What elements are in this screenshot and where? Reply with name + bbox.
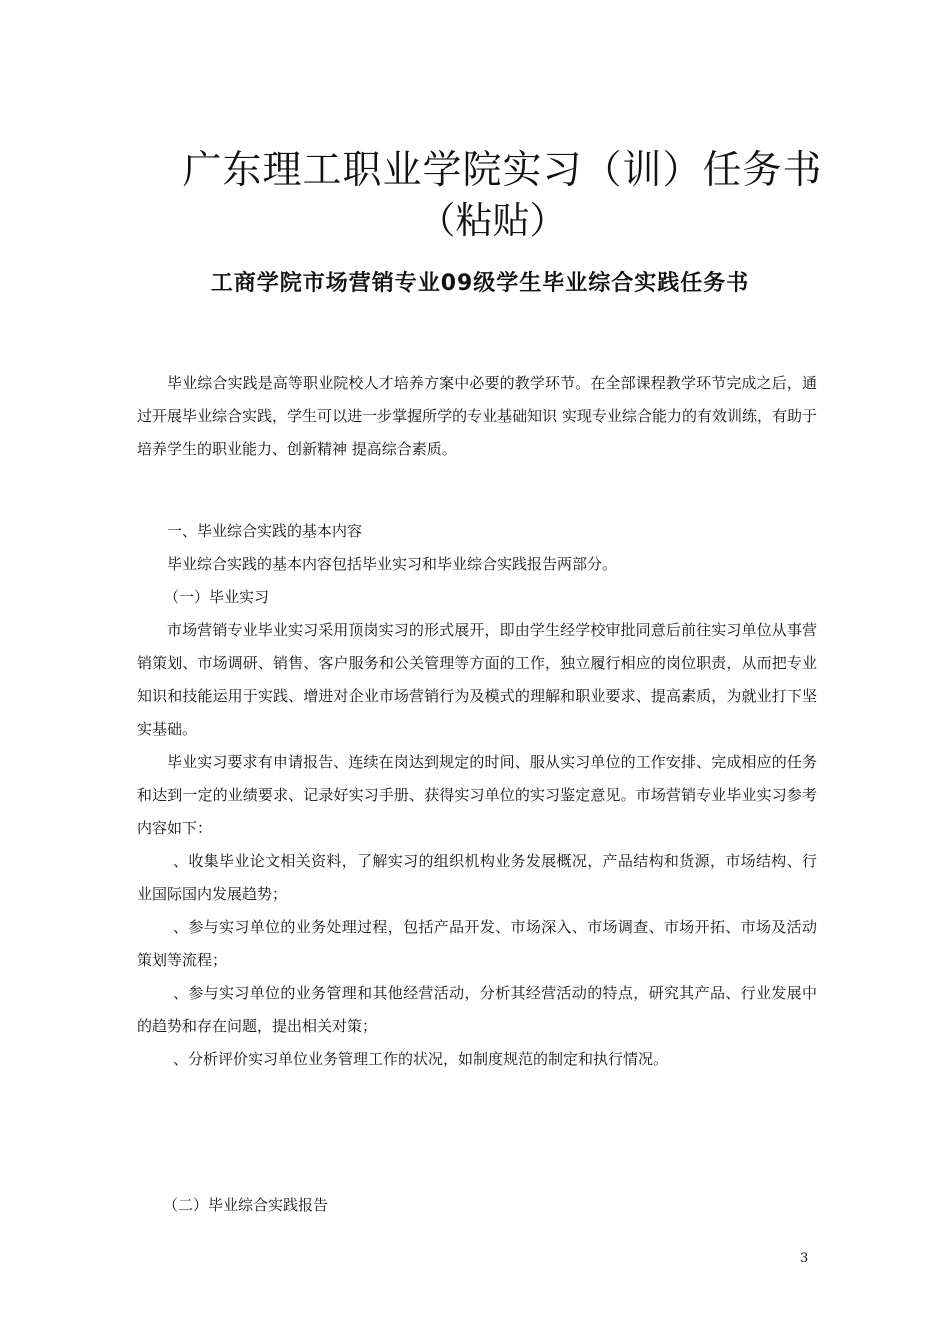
list-item: 、收集毕业论文相关资料，了解实习的组织机构业务发展概况，产品结构和货源，市场结构、行业国际国内发展趋势；	[137, 852, 817, 903]
internship-paragraph-2: 毕业实习要求有申请报告、连续在岗达到规定的时间、服从实习单位的工作安排、完成相应的任务和达到一定的业绩要求、记录好实习手册、获得实习单位的实习鉴定意见。市场营销专业毕业实习参考内容如下：	[137, 753, 817, 837]
document-title: 广东理工职业学院实习（训）任务书	[182, 148, 823, 193]
internship-paragraph-1: 市场营销专业毕业实习采用顶岗实习的形式展开，即由学生经学校审批同意后前往实习单位从事营销策划、市场调研、销售、客户服务和公关管理等方面的工作，独立履行相应的岗位职责，从而把专业知识和技能运用于实践、增进对企业市场营销行为及模式的理解和职业要求、提高素质，为就业打下坚实基础。	[137, 621, 817, 738]
list-item: 、参与实习单位的业务管理和其他经营活动，分析其经营活动的特点，研究其产品、行业发展中的趋势和存在问题，提出相关对策；	[137, 984, 817, 1035]
page-number: 3	[800, 1251, 809, 1266]
list-item: 、参与实习单位的业务处理过程，包括产品开发、市场深入、市场调查、市场开拓、市场及活动策划等流程；	[137, 918, 817, 969]
section1-heading: 一、毕业综合实践的基本内容	[167, 522, 363, 540]
document-title-paste-note: （粘贴）	[418, 199, 567, 242]
list-item: 、分析评价实习单位业务管理工作的状况，如制度规范的制定和执行情况。	[173, 1050, 669, 1068]
subsection1-heading: （一）毕业实习	[164, 588, 270, 606]
section1-summary: 毕业综合实践的基本内容包括毕业实习和毕业综合实践报告两部分。	[167, 555, 618, 573]
intro-section	[137, 367, 817, 466]
subsection2-heading: （二）毕业综合实践报告	[163, 1196, 329, 1214]
section-basic-content	[137, 515, 817, 1076]
intro-paragraph: 毕业综合实践是高等职业院校人才培养方案中必要的教学环节。在全部课程教学环节完成之后，通过开展毕业综合实践，学生可以进一步掌握所学的专业基础知识 实现专业综合能力的有效训练，有助于培养学生的职业能力、创新精神 提高综合素质。	[137, 374, 817, 458]
document-subtitle: 工商学院市场营销专业09级学生毕业综合实践任务书	[210, 271, 750, 296]
